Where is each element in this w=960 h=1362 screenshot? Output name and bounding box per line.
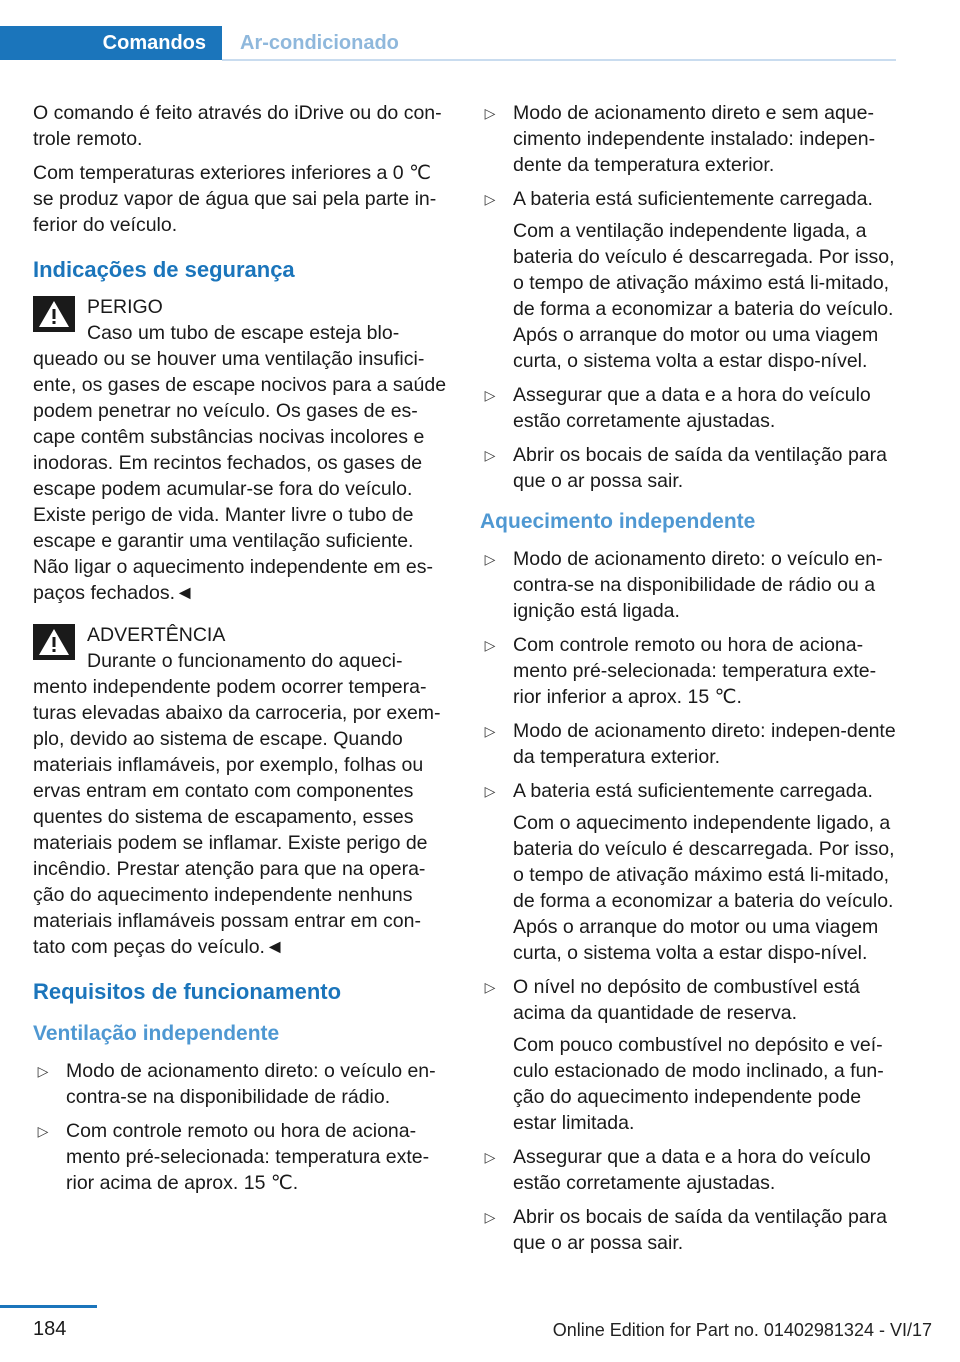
list-item — [480, 778, 896, 966]
list-item-text: Assegurar que a data e a hora do veículo estão corretamente ajustadas. — [513, 384, 871, 432]
heating-list — [480, 546, 896, 1256]
triangle-bullet-icon: ▷ — [484, 979, 496, 995]
warning-triangle-icon — [33, 624, 75, 660]
list-item — [480, 1144, 896, 1196]
list-item-note: Com o aquecimento independente ligado, a bateria do veículo é descarregada. Por isso, o tempo de ativação máximo está li-mitado, de forma a economizar a bateria do veículo. Após o arranque do motor ou uma viagem curta, o sistema volta a estar dispo-nível. — [513, 812, 895, 964]
tab-ar-condicionado[interactable]: Ar-condicionado — [240, 32, 399, 54]
triangle-bullet-icon: ▷ — [484, 723, 496, 739]
list-item-note: Com pouco combustível no depósito e veí-culo estacionado de modo inclinado, a fun-ção do aquecimento independente pode estar limitada. — [513, 1034, 884, 1134]
list-item-text: Modo de acionamento direto: o veículo en-contra-se na disponibilidade de rádio. — [66, 1060, 436, 1108]
list-item-text: Abrir os bocais de saída da ventilação para que o ar possa sair. — [513, 444, 887, 492]
list-item-text: Abrir os bocais de saída da ventilação para que o ar possa sair. — [513, 1206, 887, 1254]
triangle-bullet-icon: ▷ — [484, 783, 496, 799]
warning-danger — [33, 294, 448, 606]
heading-requirements: Requisitos de funcionamento — [33, 979, 342, 1004]
triangle-bullet-icon: ▷ — [484, 105, 496, 121]
list-item — [480, 382, 896, 434]
warning-caution — [33, 622, 448, 960]
list-item — [480, 442, 896, 494]
ventilation-list — [33, 1058, 448, 1196]
triangle-bullet-icon: ▷ — [484, 191, 496, 207]
warning-text: Caso um tubo de escape esteja blo-queado ou se houver uma ventilação insufici-ente, os gases de escape nocivos para a saúde podem penetrar no veículo. Os gases de es-cape contêm substâncias nocivas incolores e inodoras. Em recintos fechados, os gases de escape podem acumular-se fora do veículo. Existe perigo de vida. Manter livre o tubo de escape e garantir uma ventilação suficiente. Não ligar o aquecimento independente em es-paços fechados.◄ — [33, 322, 447, 604]
ventilation-list-continued — [480, 100, 896, 494]
list-item-text: Modo de acionamento direto: indepen-dente da temperatura exterior. — [513, 720, 896, 768]
heading-ventilation: Ventilação independente — [33, 1022, 280, 1045]
warning-text: Durante o funcionamento do aqueci-mento independente podem ocorrer tempera-turas elevadas abaixo da carroceria, por exem-plo, devido ao sistema de escape. Quando materiais inflamáveis, por exemplo, folhas ou ervas entram em contato com componentes quentes do sistema de escapamento, esses materiais podem se inflamar. Existe perigo de incêndio. Prestar atenção para que na opera-ção do aquecimento independente nenhuns materiais inflamáveis possam entrar em con-tato com peças do veículo.◄ — [33, 650, 441, 958]
list-item — [480, 100, 896, 178]
list-item-text: A bateria está suficientemente carregada. — [513, 780, 873, 802]
warning-title: PERIGO — [87, 296, 163, 318]
list-item-text: Assegurar que a data e a hora do veículo estão corretamente ajustadas. — [513, 1146, 871, 1194]
list-item — [480, 186, 896, 374]
footer-rule — [0, 1305, 97, 1308]
list-item — [33, 1118, 448, 1196]
triangle-bullet-icon: ▷ — [484, 637, 496, 653]
list-item-text: Modo de acionamento direto: o veículo en-contra-se na disponibilidade de rádio ou a ignição está ligada. — [513, 548, 883, 622]
list-item — [480, 546, 896, 624]
triangle-bullet-icon: ▷ — [484, 447, 496, 463]
list-item — [480, 632, 896, 710]
warning-triangle-icon — [33, 296, 75, 332]
triangle-bullet-icon: ▷ — [37, 1123, 49, 1139]
triangle-bullet-icon: ▷ — [484, 387, 496, 403]
left-column — [33, 100, 448, 1204]
list-item-text: A bateria está suficientemente carregada. — [513, 188, 873, 210]
triangle-bullet-icon: ▷ — [37, 1063, 49, 1079]
list-item-note: Com a ventilação independente ligada, a bateria do veículo é descarregada. Por isso, o tempo de ativação máximo está li-mitado, de forma a economizar a bateria do veículo. Após o arranque do motor ou uma viagem curta, o sistema volta a estar dispo-nível. — [513, 220, 895, 372]
warning-title: ADVERTÊNCIA — [87, 624, 226, 646]
tab-comandos[interactable] — [0, 26, 222, 60]
chapter-tabbar — [0, 26, 896, 62]
edition-note: Online Edition for Part no. 01402981324 - VI/17 — [552, 1320, 932, 1340]
tab-comandos-label: Comandos — [102, 31, 206, 54]
list-item — [480, 718, 896, 770]
list-item-text: Modo de acionamento direto e sem aque-cimento independente instalado: indepen-dente da temperatura exterior. — [513, 102, 876, 176]
intro-paragraph-1: O comando é feito através do iDrive ou do con-trole remoto. — [33, 102, 442, 150]
intro-paragraph-2: Com temperaturas exteriores inferiores a 0 ℃ se produz vapor de água que sai pela parte in-ferior do veículo. — [33, 162, 437, 236]
triangle-bullet-icon: ▷ — [484, 551, 496, 567]
heading-heating: Aquecimento independente — [480, 510, 756, 533]
page-number: 184 — [33, 1318, 67, 1340]
triangle-bullet-icon: ▷ — [484, 1149, 496, 1165]
list-item-text: Com controle remoto ou hora de aciona-mento pré-selecionada: temperatura exte-rior inferior a aprox. 15 ℃. — [513, 634, 877, 708]
list-item — [480, 974, 896, 1136]
list-item-text: Com controle remoto ou hora de aciona-mento pré-selecionada: temperatura exte-rior acima de aprox. 15 ℃. — [66, 1120, 430, 1194]
list-item — [33, 1058, 448, 1110]
right-column — [480, 100, 896, 1264]
list-item-text: O nível no depósito de combustível está acima da quantidade de reserva. — [513, 976, 860, 1024]
list-item — [480, 1204, 896, 1256]
triangle-bullet-icon: ▷ — [484, 1209, 496, 1225]
heading-safety: Indicações de segurança — [33, 257, 295, 282]
tab-underline — [222, 59, 896, 61]
